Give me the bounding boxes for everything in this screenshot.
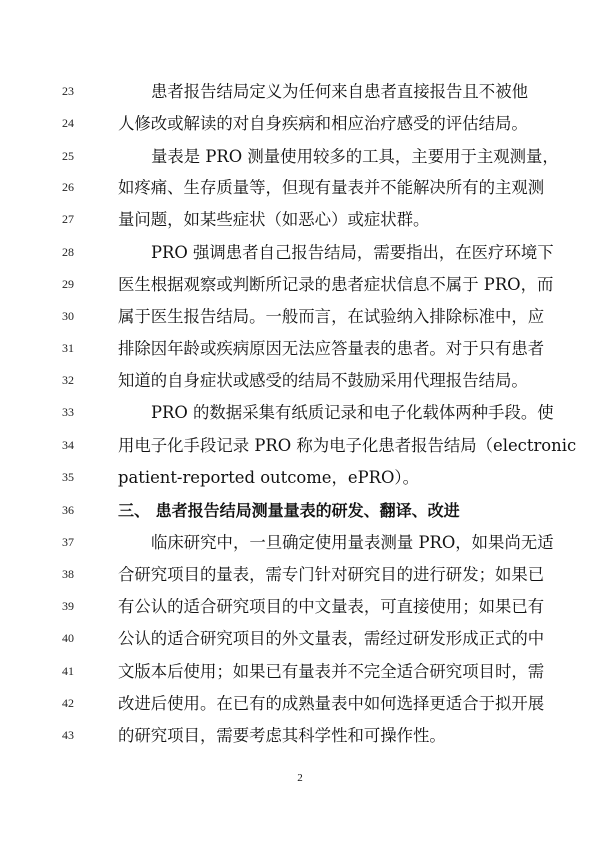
line-number: 25 (62, 149, 74, 163)
line-text: 人修改或解读的对自身疾病和相应治疗感受的评估结局。 (118, 114, 528, 133)
line-text: 排除因年龄或疾病原因无法应答量表的患者。对于只有患者 (118, 339, 545, 358)
line-number: 35 (62, 470, 74, 484)
line-number: 33 (62, 405, 74, 419)
page-number: 2 (297, 772, 303, 784)
line-number: 41 (62, 664, 74, 678)
text-line (0, 237, 600, 268)
line-text: 用电子化手段记录 PRO 称为电子化患者报告结局（electronic (118, 436, 577, 455)
text-line (0, 656, 600, 687)
line-text: 知道的自身症状或感受的结局不鼓励采用代理报告结局。 (118, 371, 528, 390)
line-number: 34 (62, 438, 74, 452)
text-line (0, 172, 600, 203)
line-number: 31 (62, 341, 74, 355)
text-line (0, 462, 600, 493)
line-text: PRO 强调患者自己报告结局，需要指出，在医疗环境下 (151, 243, 554, 262)
line-number: 38 (62, 567, 74, 581)
line-number: 27 (62, 212, 74, 226)
text-line (0, 430, 600, 461)
text-line (0, 141, 600, 172)
line-text: 改进后使用。在已有的成熟量表中如何选择更适合于拟开展 (118, 694, 545, 713)
text-line (0, 688, 600, 719)
line-number: 24 (62, 116, 74, 130)
line-number: 29 (62, 277, 74, 291)
line-text: 属于医生报告结局。一般而言，在试验纳入排除标准中，应 (118, 307, 545, 326)
line-text: patient-reported outcome，ePRO）。 (118, 468, 419, 487)
line-number: 40 (62, 631, 74, 645)
line-text: 患者报告结局定义为任何来自患者直接报告且不被他 (151, 82, 528, 101)
line-text: 临床研究中，一旦确定使用量表测量 PRO，如果尚无适 (151, 533, 554, 552)
line-number: 43 (62, 728, 74, 742)
line-number: 36 (62, 503, 74, 517)
line-text: 合研究项目的量表，需专门针对研究目的进行研发；如果已 (118, 565, 545, 584)
text-line (0, 269, 600, 300)
line-text: 量表是 PRO 测量使用较多的工具，主要用于主观测量， (151, 147, 559, 166)
text-line (0, 204, 600, 235)
text-line (0, 527, 600, 558)
line-text: 的研究项目，需要考虑其科学性和可操作性。 (118, 726, 446, 745)
line-number: 23 (62, 84, 74, 98)
line-number: 32 (62, 373, 74, 387)
line-text: 量问题，如某些症状（如恶心）或症状群。 (118, 210, 430, 229)
text-line (0, 591, 600, 622)
line-number: 28 (62, 245, 74, 259)
section-heading: 三、 患者报告结局测量量表的研发、翻译、改进 (118, 501, 460, 520)
text-line (0, 108, 600, 139)
text-line (0, 397, 600, 428)
line-text: 医生根据观察或判断所记录的患者症状信息不属于 PRO，而 (118, 275, 554, 294)
text-line (0, 623, 600, 654)
line-text: 文版本后使用；如果已有量表并不完全适合研究项目时，需 (118, 662, 545, 681)
line-number: 42 (62, 696, 74, 710)
line-text: 如疼痛、生存质量等，但现有量表并不能解决所有的主观测 (118, 178, 545, 197)
text-line (0, 333, 600, 364)
line-text: PRO 的数据采集有纸质记录和电子化载体两种手段。使 (151, 403, 554, 422)
line-text: 公认的适合研究项目的外文量表，需经过研发形成正式的中 (118, 629, 545, 648)
text-line (0, 76, 600, 107)
text-line (0, 720, 600, 751)
line-number: 26 (62, 180, 74, 194)
text-line (0, 365, 600, 396)
text-line (0, 559, 600, 590)
line-number: 39 (62, 599, 74, 613)
line-text: 有公认的适合研究项目的中文量表，可直接使用；如果已有 (118, 597, 545, 616)
line-number: 30 (62, 309, 74, 323)
text-line (0, 301, 600, 332)
line-number: 37 (62, 535, 74, 549)
text-line (0, 495, 600, 526)
